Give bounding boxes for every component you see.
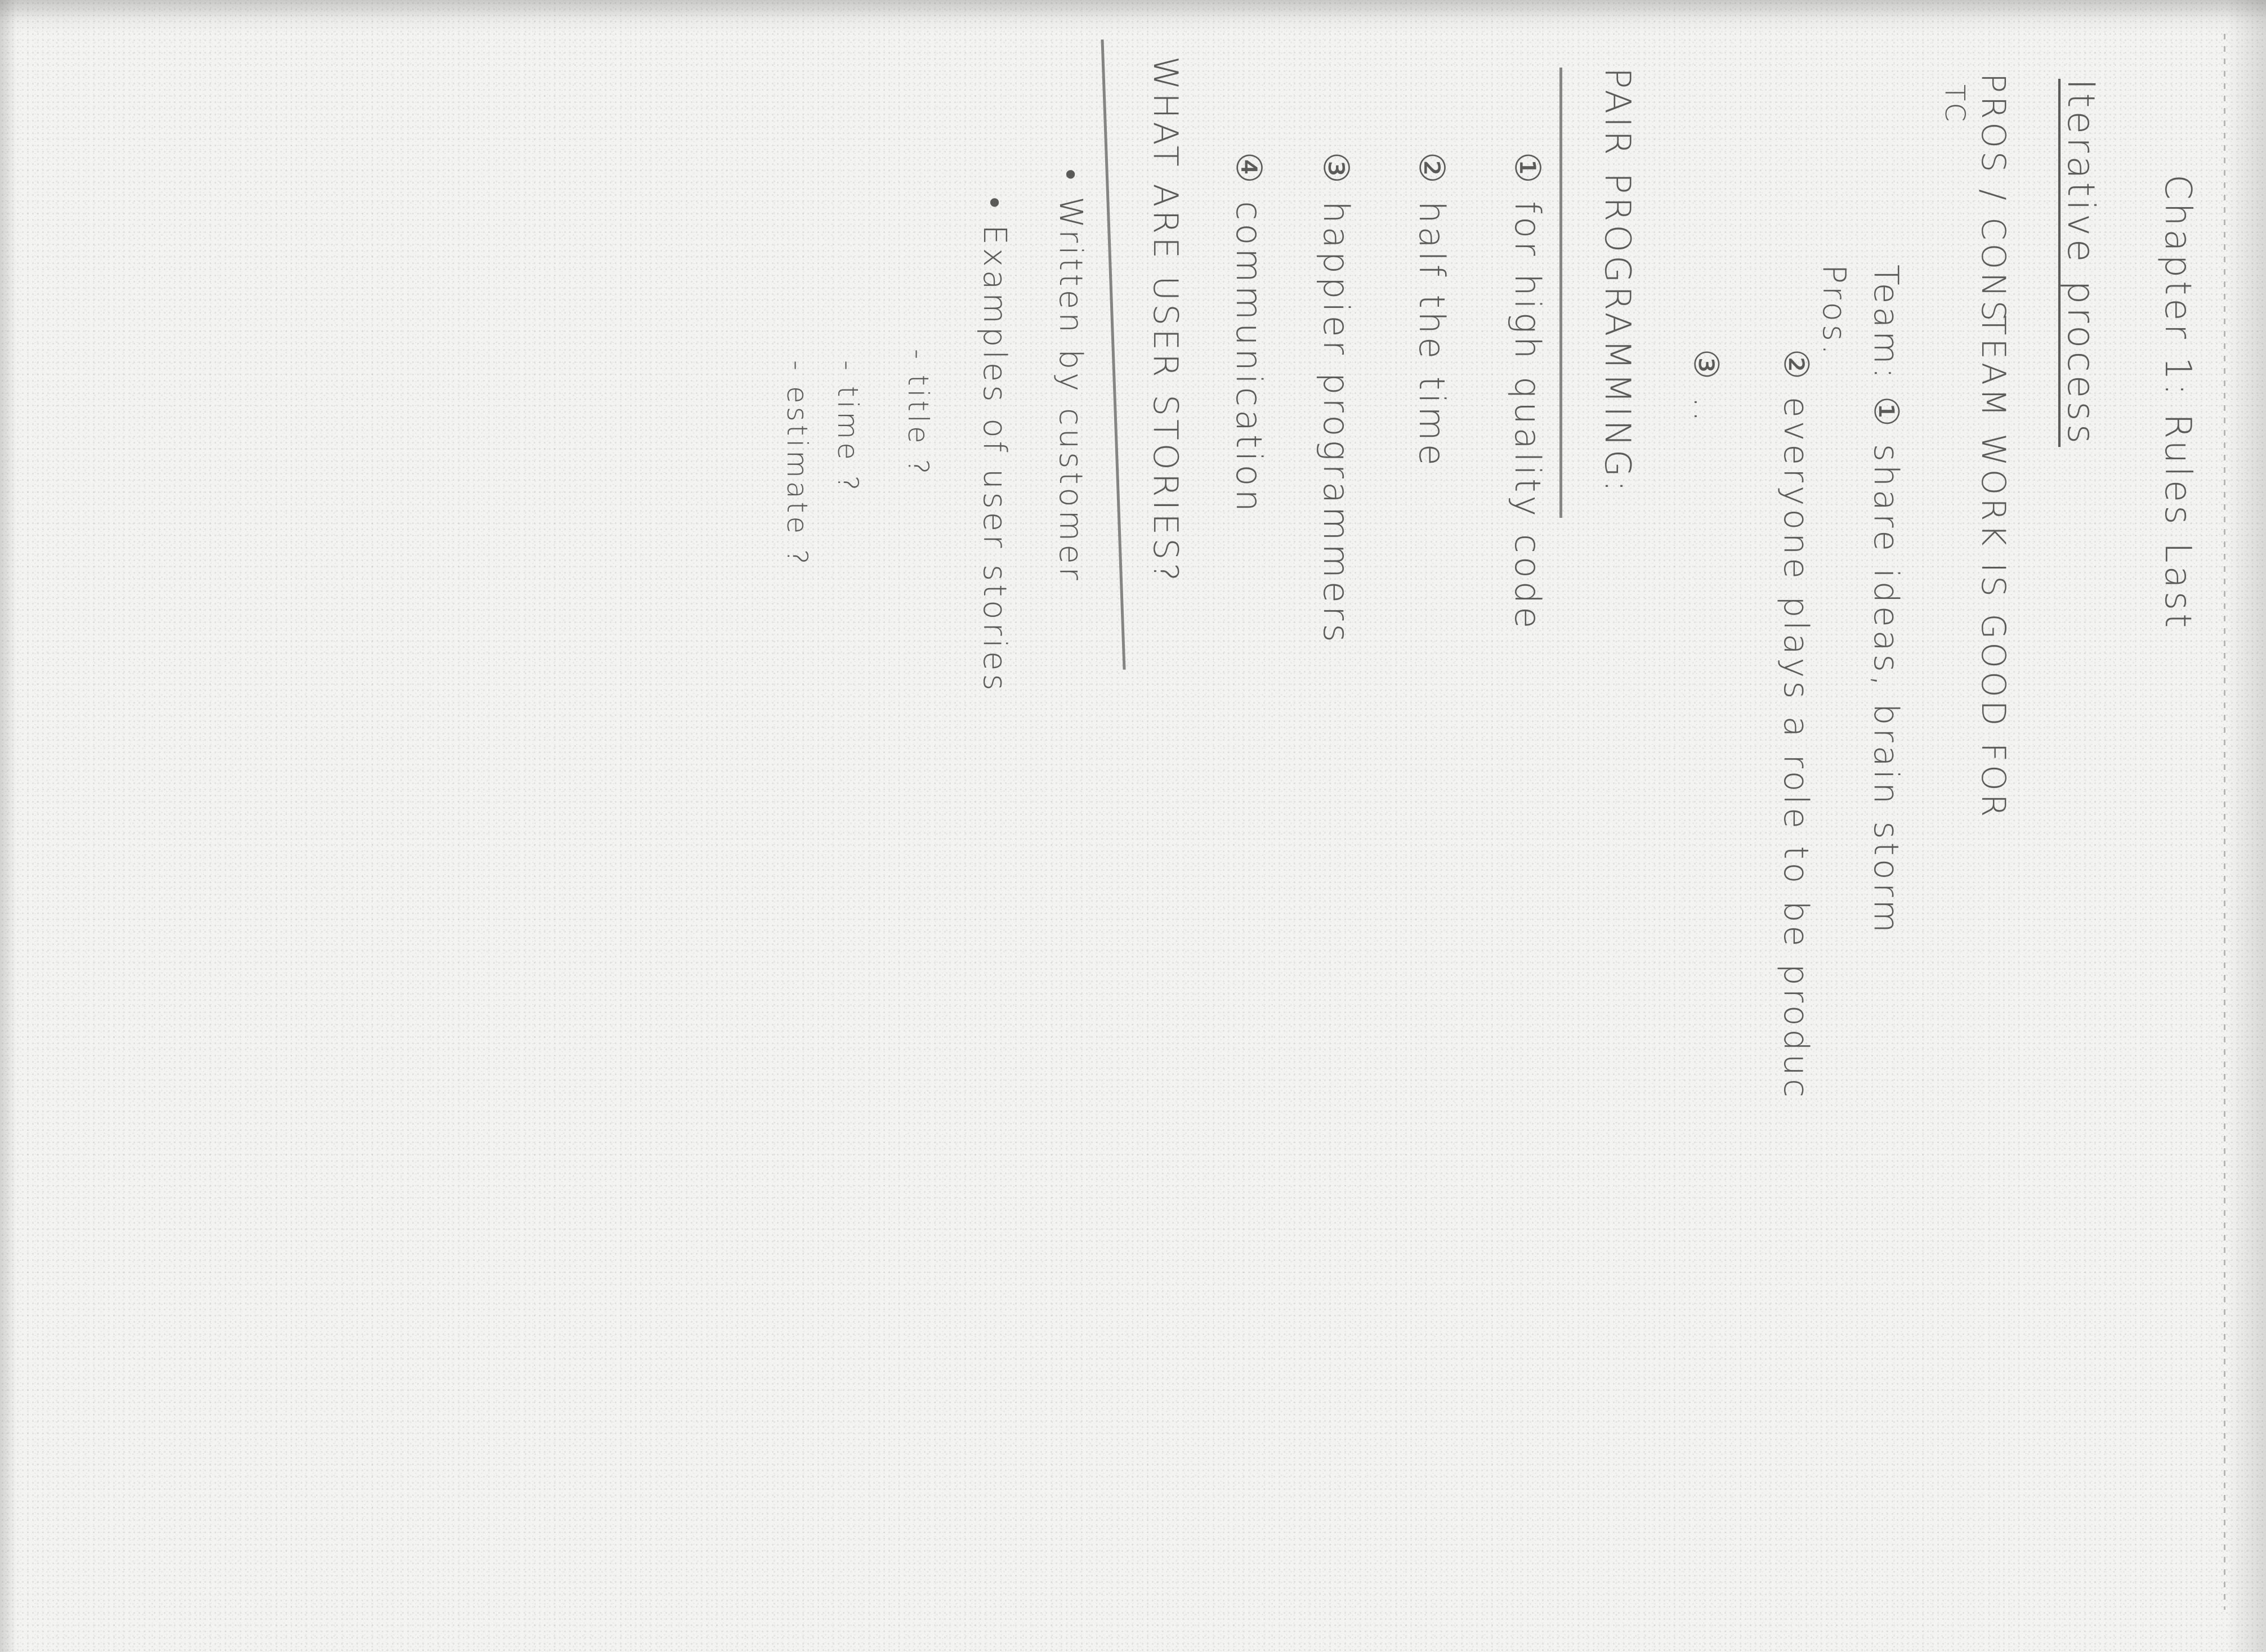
sub-estimate: - estimate ?: [781, 360, 814, 568]
pair-item-2: ② half the time: [1411, 152, 1452, 469]
pros-line: TEAM WORK IS GOOD FOR: [1974, 315, 2013, 821]
team-line: Team: ① share ideas, brain storm: [1866, 265, 1906, 936]
sub-time: - time ?: [832, 360, 864, 494]
pros-word: Pros.: [1816, 265, 1852, 358]
pair-title-underline: [1559, 68, 1562, 518]
third-point: ③ ..: [1686, 349, 1726, 426]
sub-title: - title ?: [902, 349, 935, 478]
pros-sub: TC: [1939, 84, 1970, 126]
scan-shadow-top: [0, 0, 2266, 34]
chapter-header: Chapter 1: Rules Last: [2157, 174, 2198, 632]
scan-shadow-right: [2227, 0, 2266, 1652]
pair-programming-title: PAIR PROGRAMMING:: [1597, 68, 1638, 495]
user-stories-title: WHAT ARE USER STORIES?: [1146, 56, 1185, 585]
everyone-line: ② everyone plays a role to be produc: [1776, 349, 1816, 1101]
pair-item-3: ③ happier programmers: [1316, 152, 1357, 646]
section-title: Iterative process: [2059, 79, 2103, 447]
bullet-written-by: • Written by customer: [1052, 169, 1089, 584]
section-separator: [1101, 39, 1125, 669]
pair-item-1: ① for high quality code: [1507, 152, 1548, 632]
page-fold-line: [2224, 34, 2225, 1610]
pros-cons-label: PROS / CONS: [1974, 73, 2013, 325]
pair-item-4: ④ communication: [1228, 152, 1270, 515]
scan-shadow-left: [0, 0, 17, 1652]
bullet-examples: • Examples of user stories: [976, 197, 1013, 694]
